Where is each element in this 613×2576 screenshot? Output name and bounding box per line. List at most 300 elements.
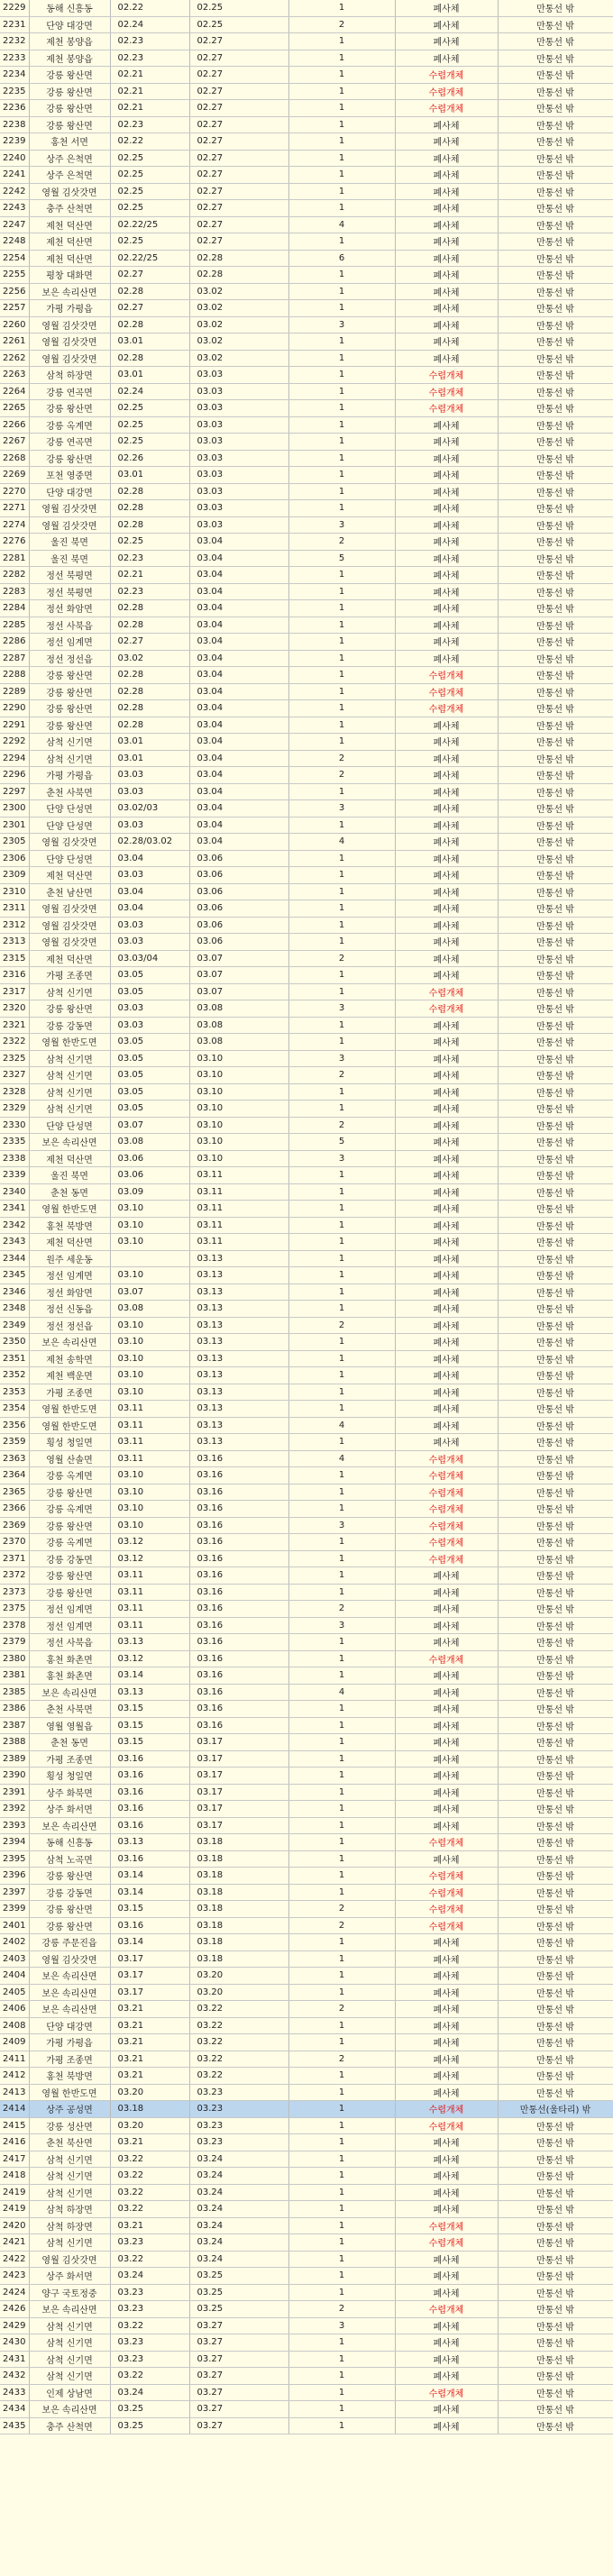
found-date-cell: 03.01 <box>110 750 189 767</box>
carcass-type-cell: 폐사체 <box>395 2401 498 2418</box>
count-cell: 1 <box>288 1034 395 1051</box>
count-cell: 1 <box>288 967 395 984</box>
row-number-cell: 2364 <box>0 1467 29 1484</box>
confirm-date-cell: 03.16 <box>189 1517 288 1534</box>
table-row <box>0 1850 613 1868</box>
fence-area-cell: 만통선 밖 <box>498 1550 613 1567</box>
confirm-date-cell: 02.27 <box>189 150 288 167</box>
fence-area-cell: 만통선 밖 <box>498 400 613 417</box>
fence-area-cell: 만통선 밖 <box>498 834 613 851</box>
confirm-date-cell: 03.27 <box>189 2384 288 2401</box>
row-number-cell: 2289 <box>0 683 29 700</box>
found-date-cell: 03.11 <box>110 1434 189 1451</box>
found-date-cell: 03.03 <box>110 1000 189 1018</box>
row-number-cell: 2363 <box>0 1450 29 1467</box>
count-cell: 1 <box>288 1217 395 1234</box>
carcass-type-cell: 폐사체 <box>395 133 498 151</box>
row-number-cell: 2233 <box>0 50 29 67</box>
row-number-cell: 2232 <box>0 33 29 50</box>
confirm-date-cell: 03.03 <box>189 516 288 534</box>
carcass-type-cell: 폐사체 <box>395 600 498 617</box>
row-number-cell: 2316 <box>0 967 29 984</box>
table-row <box>0 700 613 717</box>
confirm-date-cell: 03.11 <box>189 1183 288 1201</box>
found-date-cell: 03.13 <box>110 1634 189 1651</box>
carcass-type-cell: 폐사체 <box>395 267 498 284</box>
count-cell: 1 <box>288 350 395 367</box>
table-row <box>0 2301 613 2318</box>
row-number-cell: 2432 <box>0 2368 29 2385</box>
table-row <box>0 1501 613 1518</box>
confirm-date-cell: 02.25 <box>189 0 288 16</box>
carcass-type-cell: 폐사체 <box>395 116 498 133</box>
found-date-cell: 03.21 <box>110 2068 189 2085</box>
fence-area-cell: 만통선 밖 <box>498 450 613 467</box>
row-number-cell: 2404 <box>0 1968 29 1985</box>
confirm-date-cell: 03.27 <box>189 2334 288 2352</box>
found-date-cell: 03.10 <box>110 1201 189 1218</box>
table-row <box>0 2234 613 2252</box>
table-row <box>0 350 613 367</box>
confirm-date-cell: 03.18 <box>189 1868 288 1885</box>
found-date-cell: 03.11 <box>110 1601 189 1618</box>
row-number-cell: 2341 <box>0 1201 29 1218</box>
table-row <box>0 1684 613 1701</box>
table-row <box>0 1584 613 1601</box>
fence-area-cell: 만통선 밖 <box>498 767 613 784</box>
location-cell: 제천 봉양읍 <box>29 33 110 50</box>
fence-area-cell: 만통선 밖 <box>498 1334 613 1351</box>
found-date-cell: 03.16 <box>110 1850 189 1868</box>
count-cell: 1 <box>288 233 395 251</box>
count-cell: 1 <box>288 2401 395 2418</box>
found-date-cell: 03.16 <box>110 1768 189 1785</box>
confirm-date-cell: 03.22 <box>189 2051 288 2068</box>
confirm-date-cell: 03.24 <box>189 2168 288 2185</box>
row-number-cell: 2403 <box>0 1950 29 1968</box>
found-date-cell: 03.03 <box>110 767 189 784</box>
table-row <box>0 2201 613 2218</box>
confirm-date-cell: 03.17 <box>189 1801 288 1818</box>
table-row <box>0 2001 613 2018</box>
row-number-cell: 2265 <box>0 400 29 417</box>
row-number-cell: 2274 <box>0 516 29 534</box>
count-cell: 1 <box>288 583 395 600</box>
fence-area-cell: 만통선 밖 <box>498 650 613 667</box>
fence-area-cell: 만통선 밖 <box>498 367 613 384</box>
found-date-cell: 02.22 <box>110 0 189 16</box>
count-cell: 1 <box>288 300 395 317</box>
count-cell: 1 <box>288 1401 395 1418</box>
found-date-cell: 03.23 <box>110 2301 189 2318</box>
carcass-type-cell: 폐사체 <box>395 483 498 500</box>
count-cell: 3 <box>288 1617 395 1634</box>
row-number-cell: 2418 <box>0 2168 29 2185</box>
table-row <box>0 1768 613 1785</box>
fence-area-cell: 만통선 밖 <box>498 1217 613 1234</box>
table-row <box>0 2034 613 2051</box>
row-number-cell: 2296 <box>0 767 29 784</box>
found-date-cell: 03.01 <box>110 367 189 384</box>
location-cell: 삼척 신기면 <box>29 750 110 767</box>
table-row <box>0 50 613 67</box>
confirm-date-cell: 03.11 <box>189 1234 288 1251</box>
row-number-cell: 2414 <box>0 2101 29 2118</box>
fence-area-cell: 만통선 밖 <box>498 200 613 217</box>
fence-area-cell: 만통선 밖 <box>498 2201 613 2218</box>
carcass-type-cell: 폐사체 <box>395 1950 498 1968</box>
confirm-date-cell: 03.07 <box>189 950 288 967</box>
table-row <box>0 917 613 934</box>
count-cell: 1 <box>288 1567 395 1585</box>
count-cell: 1 <box>288 1183 395 1201</box>
found-date-cell: 03.10 <box>110 1467 189 1484</box>
location-cell: 보은 속리산면 <box>29 1134 110 1151</box>
fence-area-cell: 만통선 밖 <box>498 2401 613 2418</box>
location-cell: 영월 김삿갓면 <box>29 934 110 951</box>
count-cell: 1 <box>288 333 395 351</box>
confirm-date-cell: 03.22 <box>189 2017 288 2034</box>
carcass-type-cell: 폐사체 <box>395 583 498 600</box>
confirm-date-cell: 03.27 <box>189 2368 288 2385</box>
location-cell: 울진 북면 <box>29 534 110 551</box>
count-cell: 1 <box>288 150 395 167</box>
location-cell: 삼척 신기면 <box>29 2334 110 2352</box>
count-cell: 1 <box>288 817 395 834</box>
count-cell: 1 <box>288 1801 395 1818</box>
fence-area-cell: 만통선 밖 <box>498 2268 613 2285</box>
confirm-date-cell: 02.27 <box>189 116 288 133</box>
row-number-cell: 2366 <box>0 1501 29 1518</box>
count-cell: 1 <box>288 1384 395 1401</box>
confirm-date-cell: 03.16 <box>189 1584 288 1601</box>
found-date-cell: 03.16 <box>110 1817 189 1834</box>
location-cell: 강릉 옥계면 <box>29 416 110 434</box>
row-number-cell: 2435 <box>0 2417 29 2434</box>
location-cell: 강릉 왕산면 <box>29 67 110 84</box>
count-cell: 1 <box>288 934 395 951</box>
count-cell: 2 <box>288 750 395 767</box>
row-number-cell: 2402 <box>0 1934 29 1951</box>
found-date-cell: 03.15 <box>110 1734 189 1751</box>
count-cell: 1 <box>288 400 395 417</box>
found-date-cell: 02.25 <box>110 233 189 251</box>
confirm-date-cell: 03.04 <box>189 583 288 600</box>
count-cell: 1 <box>288 883 395 900</box>
fence-area-cell: 만통선 밖 <box>498 2017 613 2034</box>
count-cell: 4 <box>288 1684 395 1701</box>
carcass-type-cell: 폐사체 <box>395 1367 498 1384</box>
found-date-cell: 03.10 <box>110 1517 189 1534</box>
confirm-date-cell: 03.04 <box>189 683 288 700</box>
carcass-type-cell: 폐사체 <box>395 467 498 484</box>
location-cell: 삼척 신기면 <box>29 983 110 1000</box>
row-number-cell: 2375 <box>0 1601 29 1618</box>
confirm-date-cell: 03.08 <box>189 1017 288 1034</box>
fence-area-cell: 만통선 밖 <box>498 1750 613 1768</box>
count-cell: 1 <box>288 1083 395 1101</box>
location-cell: 정선 임계면 <box>29 1267 110 1284</box>
carcass-type-cell: 폐사체 <box>395 333 498 351</box>
found-date-cell: 03.21 <box>110 2034 189 2051</box>
confirm-date-cell: 03.24 <box>189 2251 288 2268</box>
fence-area-cell: 만통선 밖 <box>498 2051 613 2068</box>
found-date-cell: 03.10 <box>110 1334 189 1351</box>
row-number-cell: 2396 <box>0 1868 29 1885</box>
carcass-type-cell: 폐사체 <box>395 200 498 217</box>
fence-area-cell: 만통선 밖 <box>498 2251 613 2268</box>
count-cell: 1 <box>288 667 395 684</box>
found-date-cell: 03.23 <box>110 2234 189 2252</box>
confirm-date-cell: 03.16 <box>189 1550 288 1567</box>
table-row <box>0 2151 613 2168</box>
confirm-date-cell: 03.04 <box>189 550 288 567</box>
table-row <box>0 483 613 500</box>
found-date-cell: 03.25 <box>110 2417 189 2434</box>
fence-area-cell: 만통선 밖 <box>498 750 613 767</box>
found-date-cell: 02.25 <box>110 534 189 551</box>
carcass-type-cell: 폐사체 <box>395 1717 498 1734</box>
confirm-date-cell: 03.02 <box>189 333 288 351</box>
table-row <box>0 683 613 700</box>
location-cell: 영월 한반도면 <box>29 1417 110 1434</box>
location-cell: 충주 산척면 <box>29 2417 110 2434</box>
found-date-cell: 02.25 <box>110 183 189 200</box>
row-number-cell: 2390 <box>0 1768 29 1785</box>
found-date-cell: 03.05 <box>110 1050 189 1067</box>
table-row <box>0 100 613 117</box>
row-number-cell: 2344 <box>0 1250 29 1267</box>
confirm-date-cell: 03.02 <box>189 350 288 367</box>
table-row <box>0 1534 613 1551</box>
location-cell: 제천 덕산면 <box>29 216 110 233</box>
row-number-cell: 2391 <box>0 1784 29 1801</box>
fence-area-cell: 만통선 밖 <box>498 1717 613 1734</box>
count-cell: 1 <box>288 167 395 184</box>
count-cell: 1 <box>288 2151 395 2168</box>
carcass-type-cell: 폐사체 <box>395 1301 498 1318</box>
fence-area-cell: 만통선 밖 <box>498 1517 613 1534</box>
fence-area-cell: 만통선 밖 <box>498 2217 613 2234</box>
confirm-date-cell: 03.02 <box>189 316 288 333</box>
found-date-cell: 03.17 <box>110 1984 189 2001</box>
location-cell: 삼척 신기면 <box>29 2168 110 2185</box>
fence-area-cell: 만통선 밖 <box>498 634 613 651</box>
confirm-date-cell: 03.03 <box>189 434 288 451</box>
carcass-type-cell: 폐사체 <box>395 1201 498 1218</box>
count-cell: 3 <box>288 2317 395 2334</box>
carcass-type-cell: 폐사체 <box>395 416 498 434</box>
table-row <box>0 1267 613 1284</box>
carcass-type-cell: 폐사체 <box>395 316 498 333</box>
row-number-cell: 2335 <box>0 1134 29 1151</box>
confirm-date-cell: 03.24 <box>189 2201 288 2218</box>
table-row <box>0 316 613 333</box>
count-cell: 1 <box>288 700 395 717</box>
fence-area-cell: 만통선 밖 <box>498 2317 613 2334</box>
row-number-cell: 2297 <box>0 783 29 800</box>
count-cell: 1 <box>288 133 395 151</box>
fence-area-cell: 만통선 밖 <box>498 2417 613 2434</box>
location-cell: 강릉 강동면 <box>29 1017 110 1034</box>
confirm-date-cell: 03.10 <box>189 1117 288 1134</box>
carcass-type-cell: 폐사체 <box>395 800 498 818</box>
confirm-date-cell: 02.27 <box>189 100 288 117</box>
carcass-type-cell: 수렵개체 <box>395 367 498 384</box>
confirm-date-cell: 03.17 <box>189 1817 288 1834</box>
count-cell: 2 <box>288 534 395 551</box>
table-row <box>0 667 613 684</box>
carcass-type-cell: 폐사체 <box>395 734 498 751</box>
confirm-date-cell: 03.03 <box>189 383 288 400</box>
table-row <box>0 2068 613 2085</box>
carcass-type-cell: 폐사체 <box>395 1317 498 1334</box>
fence-area-cell: 만통선 밖 <box>498 216 613 233</box>
table-row <box>0 1784 613 1801</box>
found-date-cell: 03.24 <box>110 2384 189 2401</box>
count-cell: 1 <box>288 1350 395 1367</box>
location-cell: 울진 북면 <box>29 550 110 567</box>
fence-area-cell: 만통선 밖 <box>498 883 613 900</box>
count-cell: 3 <box>288 516 395 534</box>
row-number-cell: 2238 <box>0 116 29 133</box>
confirm-date-cell: 03.16 <box>189 1667 288 1685</box>
row-number-cell: 2385 <box>0 1684 29 1701</box>
row-number-cell: 2348 <box>0 1301 29 1318</box>
count-cell: 1 <box>288 0 395 16</box>
carcass-type-cell: 폐사체 <box>395 2168 498 2185</box>
table-row <box>0 2334 613 2352</box>
location-cell: 강릉 강동면 <box>29 1884 110 1901</box>
fence-area-cell: 만통선 밖 <box>498 1584 613 1601</box>
carcass-type-cell: 폐사체 <box>395 1750 498 1768</box>
table-row <box>0 1817 613 1834</box>
row-number-cell: 2309 <box>0 867 29 884</box>
location-cell: 정선 신동읍 <box>29 1301 110 1318</box>
carcass-type-cell: 폐사체 <box>395 33 498 50</box>
found-date-cell: 03.22 <box>110 2184 189 2201</box>
row-number-cell: 2415 <box>0 2117 29 2134</box>
carcass-type-cell: 폐사체 <box>395 1150 498 1167</box>
carcass-type-cell: 폐사체 <box>395 2051 498 2068</box>
found-date-cell: 03.01 <box>110 333 189 351</box>
confirm-date-cell: 03.22 <box>189 2034 288 2051</box>
confirm-date-cell: 03.13 <box>189 1367 288 1384</box>
location-cell: 가평 조종면 <box>29 1750 110 1768</box>
count-cell: 1 <box>288 434 395 451</box>
location-cell: 홍천 화촌면 <box>29 1667 110 1685</box>
row-number-cell: 2369 <box>0 1517 29 1534</box>
fence-area-cell: 만통선 밖 <box>498 1350 613 1367</box>
table-row <box>0 1667 613 1685</box>
fence-area-cell: 만통선 밖 <box>498 1301 613 1318</box>
location-cell: 제천 덕산면 <box>29 867 110 884</box>
fence-area-cell: 만통선 밖 <box>498 534 613 551</box>
carcass-type-cell: 폐사체 <box>395 883 498 900</box>
found-date-cell: 03.16 <box>110 1784 189 1801</box>
confirm-date-cell: 03.17 <box>189 1734 288 1751</box>
count-cell: 1 <box>288 1101 395 1118</box>
count-cell: 3 <box>288 1000 395 1018</box>
found-date-cell: 03.10 <box>110 1501 189 1518</box>
confirm-date-cell: 03.17 <box>189 1784 288 1801</box>
fence-area-cell: 만통선 밖 <box>498 1734 613 1751</box>
found-date-cell: 03.10 <box>110 1234 189 1251</box>
location-cell: 단양 대강면 <box>29 483 110 500</box>
confirm-date-cell: 03.04 <box>189 834 288 851</box>
location-cell: 충주 산척면 <box>29 200 110 217</box>
location-cell: 삼척 신기면 <box>29 2351 110 2368</box>
count-cell: 3 <box>288 1150 395 1167</box>
table-row <box>0 1801 613 1818</box>
row-number-cell: 2429 <box>0 2317 29 2334</box>
found-date-cell: 02.22 <box>110 133 189 151</box>
table-row <box>0 1067 613 1084</box>
confirm-date-cell: 03.07 <box>189 967 288 984</box>
row-number-cell: 2328 <box>0 1083 29 1101</box>
table-row <box>0 717 613 734</box>
location-cell: 삼척 신기면 <box>29 734 110 751</box>
table-row <box>0 250 613 267</box>
row-number-cell: 2306 <box>0 850 29 867</box>
found-date-cell: 02.26 <box>110 450 189 467</box>
carcass-type-cell: 폐사체 <box>395 1384 498 1401</box>
table-row <box>0 1984 613 2001</box>
count-cell: 1 <box>288 567 395 584</box>
found-date-cell: 02.28 <box>110 516 189 534</box>
count-cell: 1 <box>288 2117 395 2134</box>
row-number-cell: 2311 <box>0 900 29 918</box>
confirm-date-cell: 02.27 <box>189 83 288 100</box>
carcass-type-cell: 폐사체 <box>395 2017 498 2034</box>
location-cell: 강릉 왕산면 <box>29 1000 110 1018</box>
count-cell: 1 <box>288 1950 395 1968</box>
carcass-type-cell: 폐사체 <box>395 534 498 551</box>
table-row <box>0 133 613 151</box>
location-cell: 가평 가평읍 <box>29 2034 110 2051</box>
carcass-type-cell: 수렵개체 <box>395 383 498 400</box>
row-number-cell: 2346 <box>0 1283 29 1301</box>
count-cell: 1 <box>288 450 395 467</box>
confirm-date-cell: 02.27 <box>189 33 288 50</box>
row-number-cell: 2420 <box>0 2217 29 2234</box>
table-row <box>0 300 613 317</box>
found-date-cell: 02.28 <box>110 667 189 684</box>
confirm-date-cell: 03.03 <box>189 400 288 417</box>
row-number-cell: 2433 <box>0 2384 29 2401</box>
location-cell: 단양 단성면 <box>29 800 110 818</box>
location-cell: 상주 화서면 <box>29 1801 110 1818</box>
count-cell: 1 <box>288 1868 395 1885</box>
row-number-cell: 2320 <box>0 1000 29 1018</box>
found-date-cell: 02.24 <box>110 383 189 400</box>
carcass-type-cell: 폐사체 <box>395 283 498 300</box>
row-number-cell: 2247 <box>0 216 29 233</box>
location-cell: 삼척 하장면 <box>29 2217 110 2234</box>
table-row <box>0 1384 613 1401</box>
table-row <box>0 1101 613 1118</box>
fence-area-cell: 만통선 밖 <box>498 0 613 16</box>
found-date-cell: 03.10 <box>110 1484 189 1501</box>
count-cell: 1 <box>288 2251 395 2268</box>
fence-area-cell: 만통선 밖 <box>498 1384 613 1401</box>
confirm-date-cell: 03.13 <box>189 1334 288 1351</box>
found-date-cell: 02.25 <box>110 167 189 184</box>
count-cell: 1 <box>288 900 395 918</box>
row-number-cell: 2386 <box>0 1701 29 1718</box>
carcass-type-cell: 폐사체 <box>395 1350 498 1367</box>
found-date-cell: 02.23 <box>110 550 189 567</box>
